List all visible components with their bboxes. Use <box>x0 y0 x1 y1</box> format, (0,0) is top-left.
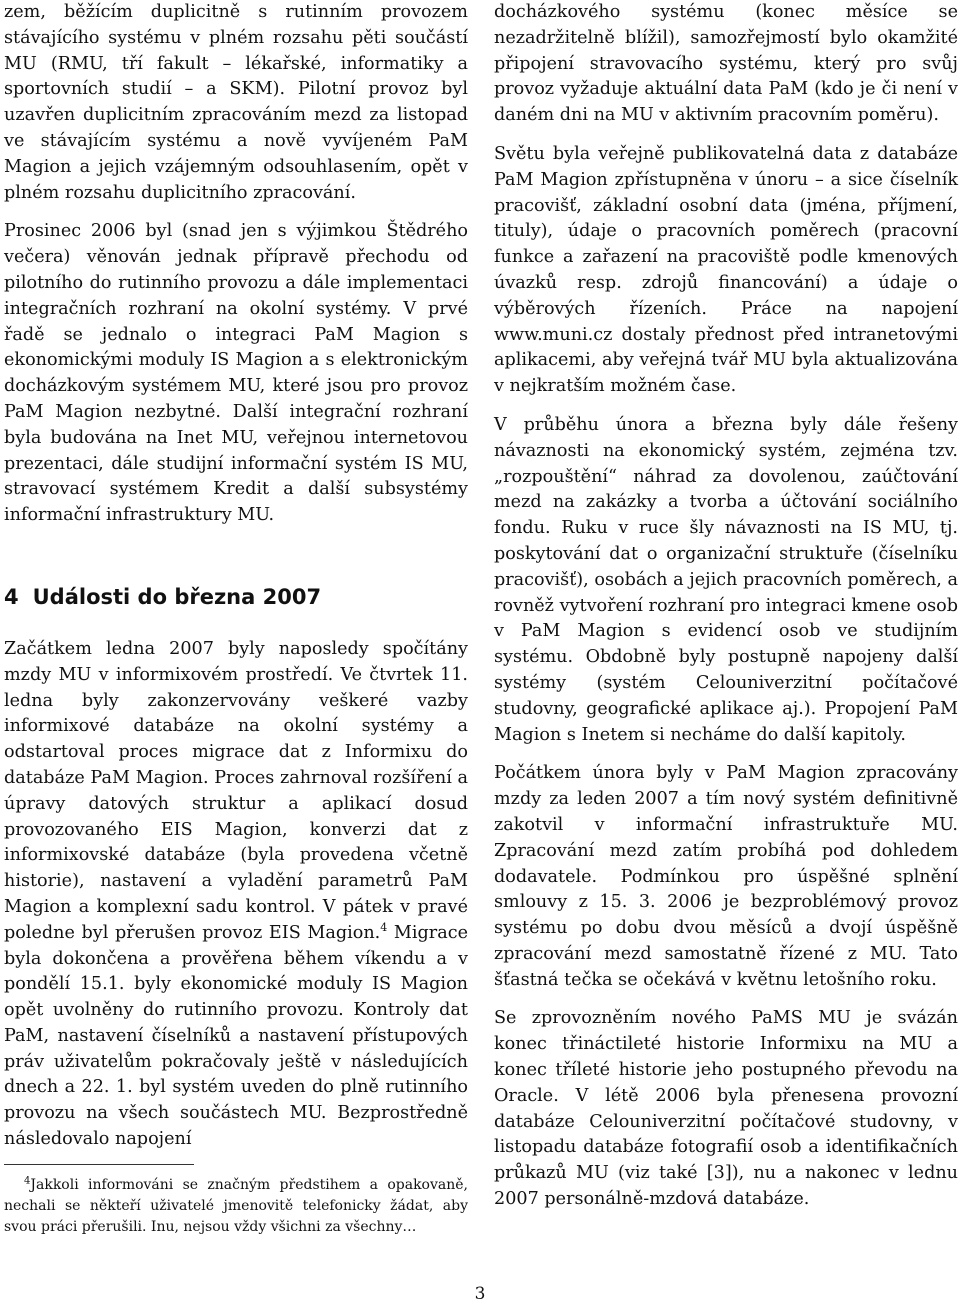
footnote-ref[interactable]: 4 <box>380 920 388 934</box>
page-number: 3 <box>474 1284 486 1304</box>
footnote-rule <box>4 1164 194 1165</box>
paragraph: V průběhu února a března byly dále řešeny návaznosti na ekonomický systém, zejména tzv. „rozpouštění“ náhrad za dovolenou, zaúčtování mezd na zakázky a tvorba a účtování sociálního fondu. Ruku v ruce šly návaznosti na IS MU, tj. poskytování dat o organizační struktuře (číselníku pracovišť), osobách a jejich pracovních poměrech, a rovněž vytvoření rozhraní pro integraci kmene osob v PaM Magion s evidencí osob ve studijním systému. Obdobně byly postupně napojeny další systémy (systém Celouniverzitní počítačové studovny, geografické aplikace aj.). Propojení PaM Magion s Inetem si necháme do další kapitoly. <box>494 414 958 745</box>
paragraph: Se zprovozněním nového PaMS MU je svázán konec třináctileté historie Informixu na MU a konec tříleté historie jeho postupného převodu na Oracle. V létě 2006 byla přenesena provozní databáze Celouniverzitní počítačové studovny, v listopadu databáze fotografií osob a identifikačních průkazů MU (viz také [3]), nu a nakonec v lednu 2007 personálně-mzdová databáze. <box>494 1008 958 1210</box>
footnote-text: Jakkoli informováni se značným předstihem a opakovaně, nechali se někteří uživatelé jmenovitě telefonicky žádat, aby svou práci přerušili. Inu, nejsou vždy všichni za všechny… <box>4 1177 468 1235</box>
footnote <box>4 1175 468 1238</box>
paragraph: Prosinec 2006 byl (snad jen s výjimkou Štědrého večera) věnován jednak přípravě přechodu od pilotního do rutinního provozu a dále implementaci integračních rozhraní na okolní systémy. V prvé řadě se jednalo o integraci PaM Magion s ekonomickými moduly IS Magion a s elektronickým docházkovým systémem MU, které jsou pro provoz PaM Magion nezbytné. Další integrační rozhraní byla budována na Inet MU, veřejnou internetovou prezentaci, dále studijní informační systém IS MU, stravovací systémem Kredit a další subsystémy informační infrastruktury MU. <box>4 221 468 526</box>
footnote-marker: 4 <box>24 1175 31 1187</box>
left-column <box>4 0 468 1166</box>
footnote-area <box>4 1164 468 1238</box>
right-column <box>494 0 958 1226</box>
section-number: 4 <box>4 584 19 609</box>
paragraph: Počátkem února byly v PaM Magion zpracovány mzdy za leden 2007 a tím nový systém definitivně zakotvil v informační infrastruktuře MU. Zpracování mezd zatím probíhá pod dohledem dodavatele. Podmínkou pro úspěšné splnění smlouvy z 15. 3. 2006 je bezproblémový provoz systému po dobu dvou měsíců a dvojí úspěšně zpracování mezd samostatně řízené z MU. Tato šťastná tečka se očekává v květnu letošního roku. <box>494 763 958 990</box>
paragraph-text: Začátkem ledna 2007 byly naposledy spočítány mzdy MU v informixovém prostředí. Ve čtvrtek 11. ledna byly zakonzervovány veškeré vazby informixové databáze na okolní systémy a odstartoval proces migrace dat z Informixu do databáze PaM Magion. Proces zahrnoval rozšíření a úpravy datových struktur a aplikací dosud provozovaného EIS Magion, konverzi dat z informixovské databáze (byla provedena včetně historie), nastavení a vyladění parametrů PaM Magion a komplexní sadu kontrol. V pátek v pravé poledne byl přerušen provoz EIS Magion. <box>4 638 468 943</box>
paragraph: Světu byla veřejně publikovatelná data z databáze PaM Magion zpřístupněna v únoru – a sice číselník pracovišť, základní osobní data (jména, příjmení, tituly), údaje o pracovních poměrech (pracovní funkce a zařazení na pracoviště podle kmenových úvazků resp. zdrojů financování) a údaje o výběrových řízeních. Práce na napojení www.muni.cz dostaly přednost před intranetovými aplikacemi, aby veřejná tvář MU byla aktualizována v nejkratším možném čase. <box>494 143 958 397</box>
section-heading <box>4 583 468 611</box>
paragraph: zem, běžícím duplicitně s rutinním provozem stávajícího systému v plném rozsahu pěti součástí MU (RMU, tří fakult – lékařské, informatiky a sportovních studií – a SKM). Pilotní provoz byl uzavřen duplicitním zpracováním mezd za listopad ve stávajícím systému a nově vyvíjeném PaM Magion a jejich vzájemným odsouhlasením, opět v plném rozsahu duplicitního zpracování. <box>4 2 468 203</box>
paragraph <box>4 637 468 1153</box>
paragraph: docházkového systému (konec měsíce se nezadržitelně blížil), samozřejmostí bylo okamžité připojení stravovacího systému, který pro svůj provoz vyžaduje aktuální data PaM (kdo je či není v daném dni na MU v aktivním pracovním poměru). <box>494 2 958 126</box>
paragraph-text: Migrace byla dokončena a prověřena během víkendu a v pondělí 15.1. byly ekonomické moduly IS Magion opět uvolněny do rutinního provozu. Kontroly dat PaM, nastavení číselníků a nastavení přístupových práv uživatelům pokračovaly ještě v následujících dnech a 22. 1. byl systém uveden do plně rutinního provozu na všech součástech MU. Bezprostředně následovalo napojení <box>4 922 468 1150</box>
section-title: Události do března 2007 <box>32 584 322 609</box>
